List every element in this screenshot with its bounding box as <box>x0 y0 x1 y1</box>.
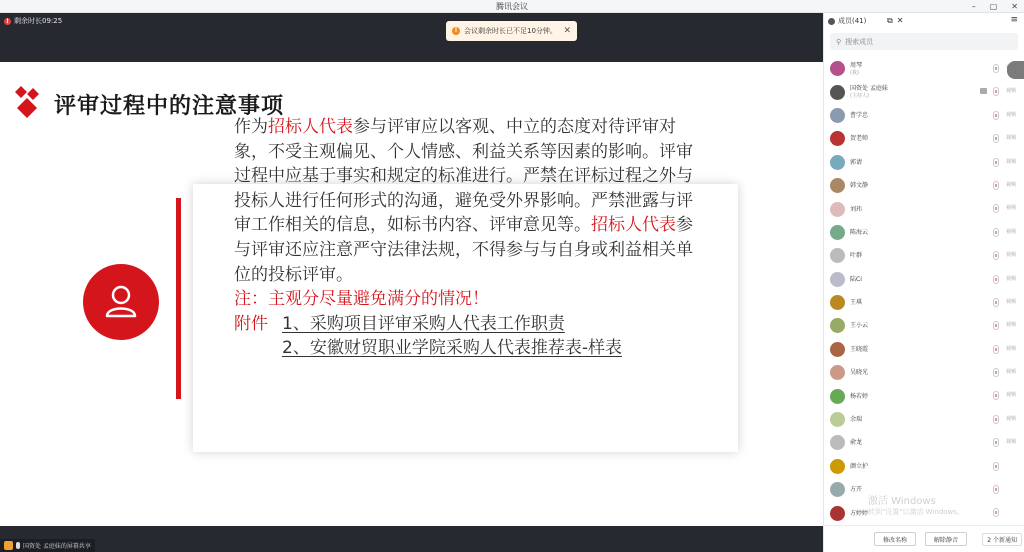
member-row[interactable] <box>824 151 1024 174</box>
mic-muted-icon[interactable] <box>993 462 999 471</box>
mic-muted-icon[interactable] <box>993 391 999 400</box>
members-header <box>824 13 1024 29</box>
member-name: 郭请 <box>850 158 863 166</box>
member-name: 王晓霞 <box>850 345 869 353</box>
screen-share-icon <box>980 88 987 94</box>
member-name: 贺老师 <box>850 135 869 143</box>
mic-muted-icon[interactable] <box>993 181 999 190</box>
paragraph: 作为招标人代表参与评审应以客观、中立的态度对待评审对象，不受主观偏见、个人情感、利益关系等因素的影响。评审过程中应基于事实和规定的标准进行。严禁在评标过程之外与投标人进行任何形式的沟通，避免受外界影响。严禁泄露与评审工作相关的信息，如标书内容、评审意见等。招标人代表参与评审还应注意严守法律法规，不得参与与自身或利益相关单位的投标评审。 <box>234 117 693 285</box>
warning-icon: ! <box>452 27 460 35</box>
header-icons <box>887 16 903 26</box>
attachment-line <box>234 336 694 361</box>
activation-watermark: 激活 Windows 转到"设置"以激活 Windows。 <box>868 496 964 516</box>
window-titlebar <box>0 0 1024 13</box>
avatar <box>830 108 845 123</box>
member-row[interactable] <box>824 174 1024 197</box>
member-list <box>824 57 1024 525</box>
video-label: 视频 <box>1005 392 1016 399</box>
accent-bar <box>176 198 181 399</box>
highlight-text: 招标人代表 <box>268 117 353 137</box>
member-name: 颜立护 <box>850 462 869 470</box>
member-text <box>850 299 862 306</box>
member-row[interactable] <box>824 221 1024 244</box>
member-row[interactable] <box>824 80 1024 103</box>
toast-text: 会议剩余时长已不足10分钟。 <box>464 27 557 35</box>
members-tab[interactable]: 成员(41) <box>838 17 867 25</box>
avatar <box>830 155 845 170</box>
member-row[interactable] <box>824 361 1024 384</box>
mic-muted-icon[interactable] <box>993 275 999 284</box>
member-name: 方婷婷 <box>850 509 869 517</box>
video-label: 视频 <box>1005 158 1016 165</box>
maximize-button[interactable]: ▢ <box>989 2 998 11</box>
member-text <box>850 85 888 99</box>
person-icon <box>83 264 159 340</box>
share-stage <box>0 13 823 552</box>
member-row[interactable] <box>824 338 1024 361</box>
video-label: 视频 <box>1005 228 1016 235</box>
member-text <box>850 486 862 493</box>
member-text <box>850 276 862 283</box>
attachment-label: 附件 <box>234 313 268 334</box>
video-label: 视频 <box>1005 275 1016 282</box>
mic-icon <box>16 542 20 549</box>
stage-bottombar <box>0 539 823 552</box>
mic-muted-icon[interactable] <box>993 251 999 260</box>
avatar <box>830 85 845 100</box>
video-label: 视频 <box>1005 415 1016 422</box>
video-label: 视频 <box>1005 111 1016 118</box>
member-text <box>850 62 862 76</box>
member-text <box>850 393 868 400</box>
avatar <box>830 131 845 146</box>
mic-muted-icon[interactable] <box>993 158 999 167</box>
avatar <box>830 459 845 474</box>
mic-muted-icon[interactable] <box>993 508 999 517</box>
member-name: 韩文静 <box>850 182 869 190</box>
avatar <box>830 248 845 263</box>
info-icon: ! <box>4 18 11 25</box>
attachment-item: 2、安徽财贸职业学院采购人代表推荐表-样表 <box>282 338 622 359</box>
member-name: 杨若婷 <box>850 392 869 400</box>
avatar <box>830 318 845 333</box>
video-label: 视频 <box>1005 205 1016 212</box>
avatar <box>830 506 845 521</box>
mic-muted-icon[interactable] <box>993 134 999 143</box>
member-search[interactable] <box>830 33 1018 50</box>
stage-topbar <box>0 13 823 49</box>
members-panel <box>823 13 1024 552</box>
member-role: (主持人) <box>850 93 869 100</box>
avatar <box>830 365 845 380</box>
member-row[interactable] <box>824 127 1024 150</box>
member-name: 王小云 <box>850 322 869 330</box>
member-row[interactable] <box>824 244 1024 267</box>
menu-icon[interactable]: ≡ <box>1010 15 1018 25</box>
mic-muted-icon[interactable] <box>993 438 999 447</box>
time-warning-toast <box>446 21 577 41</box>
slide-body <box>234 115 694 361</box>
video-label: 视频 <box>1005 298 1016 305</box>
member-text <box>850 112 868 119</box>
avatar <box>830 412 845 427</box>
video-label: 视频 <box>1005 252 1016 259</box>
members-footer <box>824 525 1024 552</box>
member-text <box>850 463 868 470</box>
mic-muted-icon[interactable] <box>993 321 999 330</box>
member-text <box>850 252 862 259</box>
toast-close-button[interactable]: ✕ <box>563 26 571 36</box>
avatar <box>830 435 845 450</box>
search-icon: ⚲ <box>836 37 842 46</box>
member-name: 王琪 <box>850 299 863 307</box>
minimize-button[interactable]: – <box>971 2 976 11</box>
member-text <box>850 322 868 329</box>
avatar <box>830 295 845 310</box>
avatar <box>830 342 845 357</box>
unmute-all-button[interactable]: 解除静音 <box>925 532 967 546</box>
popout-icon[interactable]: ⧉ <box>887 16 893 25</box>
member-row[interactable] <box>824 455 1024 478</box>
members-icon <box>828 18 835 25</box>
member-text <box>850 206 862 213</box>
diamond-logo-icon <box>11 82 47 122</box>
video-label: 视频 <box>1005 88 1016 95</box>
member-row[interactable] <box>824 314 1024 337</box>
rename-button[interactable]: 修改名称 <box>874 532 916 546</box>
window-controls <box>972 0 1018 13</box>
slide-title: 评审过程中的注意事项 <box>54 94 285 119</box>
new-notice-button[interactable]: 2 个新通知 <box>982 533 1022 546</box>
video-label: 视频 <box>1005 181 1016 188</box>
mic-muted-icon[interactable] <box>993 64 999 73</box>
member-name: 周琴 <box>850 61 863 69</box>
search-placeholder: 搜索成员 <box>845 37 874 46</box>
member-text <box>850 135 868 142</box>
member-row[interactable] <box>824 291 1024 314</box>
close-icon[interactable]: ✕ <box>896 16 904 25</box>
member-row[interactable] <box>824 197 1024 220</box>
member-text <box>850 346 868 353</box>
collapse-panel-handle[interactable] <box>1007 61 1024 79</box>
member-row[interactable] <box>824 431 1024 454</box>
member-text <box>850 159 862 166</box>
video-label: 视频 <box>1005 345 1016 352</box>
member-name: 余瑞 <box>850 416 863 424</box>
member-name: 方开 <box>850 486 863 494</box>
member-row[interactable] <box>824 104 1024 127</box>
attachment-line <box>234 312 694 337</box>
close-window-button[interactable]: ✕ <box>1011 2 1018 11</box>
mic-muted-icon[interactable] <box>993 368 999 377</box>
remaining-time-text: 剩余时长09:25 <box>14 17 63 25</box>
member-role: (我) <box>850 69 859 76</box>
member-name: 刘玮 <box>850 205 863 213</box>
window-title: 腾讯会议 <box>496 2 528 11</box>
screen-share-chip[interactable] <box>0 539 95 552</box>
person-badge <box>83 264 159 340</box>
member-name: 俞龙 <box>850 439 863 447</box>
mic-muted-icon[interactable] <box>993 415 999 424</box>
mic-muted-icon[interactable] <box>993 298 999 307</box>
avatar <box>830 225 845 240</box>
avatar <box>830 178 845 193</box>
member-row[interactable] <box>824 57 1024 80</box>
member-text <box>850 510 868 517</box>
video-label: 视频 <box>1005 369 1016 376</box>
user-icon <box>4 541 13 550</box>
mic-muted-icon[interactable] <box>993 87 999 96</box>
remaining-time <box>4 16 62 26</box>
member-row[interactable] <box>824 268 1024 291</box>
member-row[interactable] <box>824 408 1024 431</box>
member-name: 国资处 孟庭妹 <box>850 85 888 93</box>
note-line: 注：主观分尽量避免满分的情况！ <box>234 289 489 310</box>
member-row[interactable] <box>824 384 1024 407</box>
mic-muted-icon[interactable] <box>993 204 999 213</box>
avatar <box>830 389 845 404</box>
member-text <box>850 182 868 189</box>
member-text <box>850 369 868 376</box>
mic-muted-icon[interactable] <box>993 345 999 354</box>
mic-muted-icon[interactable] <box>993 228 999 237</box>
video-label: 视频 <box>1005 322 1016 329</box>
highlight-text: 招标人代表 <box>591 215 676 236</box>
member-name: 吴晓光 <box>850 369 869 377</box>
member-name: 曹学忠 <box>850 111 869 119</box>
screen-share-label: 国资处 孟庭妹的屏幕共享 <box>23 543 91 550</box>
video-label: 视频 <box>1005 439 1016 446</box>
video-label: 视频 <box>1005 135 1016 142</box>
member-name: 陆Ci <box>850 275 862 283</box>
mic-muted-icon[interactable] <box>993 485 999 494</box>
avatar <box>830 61 845 76</box>
member-text <box>850 229 868 236</box>
avatar <box>830 482 845 497</box>
member-text <box>850 416 862 423</box>
avatar <box>830 272 845 287</box>
member-name: 陈海云 <box>850 228 869 236</box>
mic-muted-icon[interactable] <box>993 111 999 120</box>
member-text <box>850 439 862 446</box>
member-name: 叶群 <box>850 252 863 260</box>
avatar <box>830 202 845 217</box>
attachment-item: 1、采购项目评审采购人代表工作职责 <box>282 313 565 334</box>
